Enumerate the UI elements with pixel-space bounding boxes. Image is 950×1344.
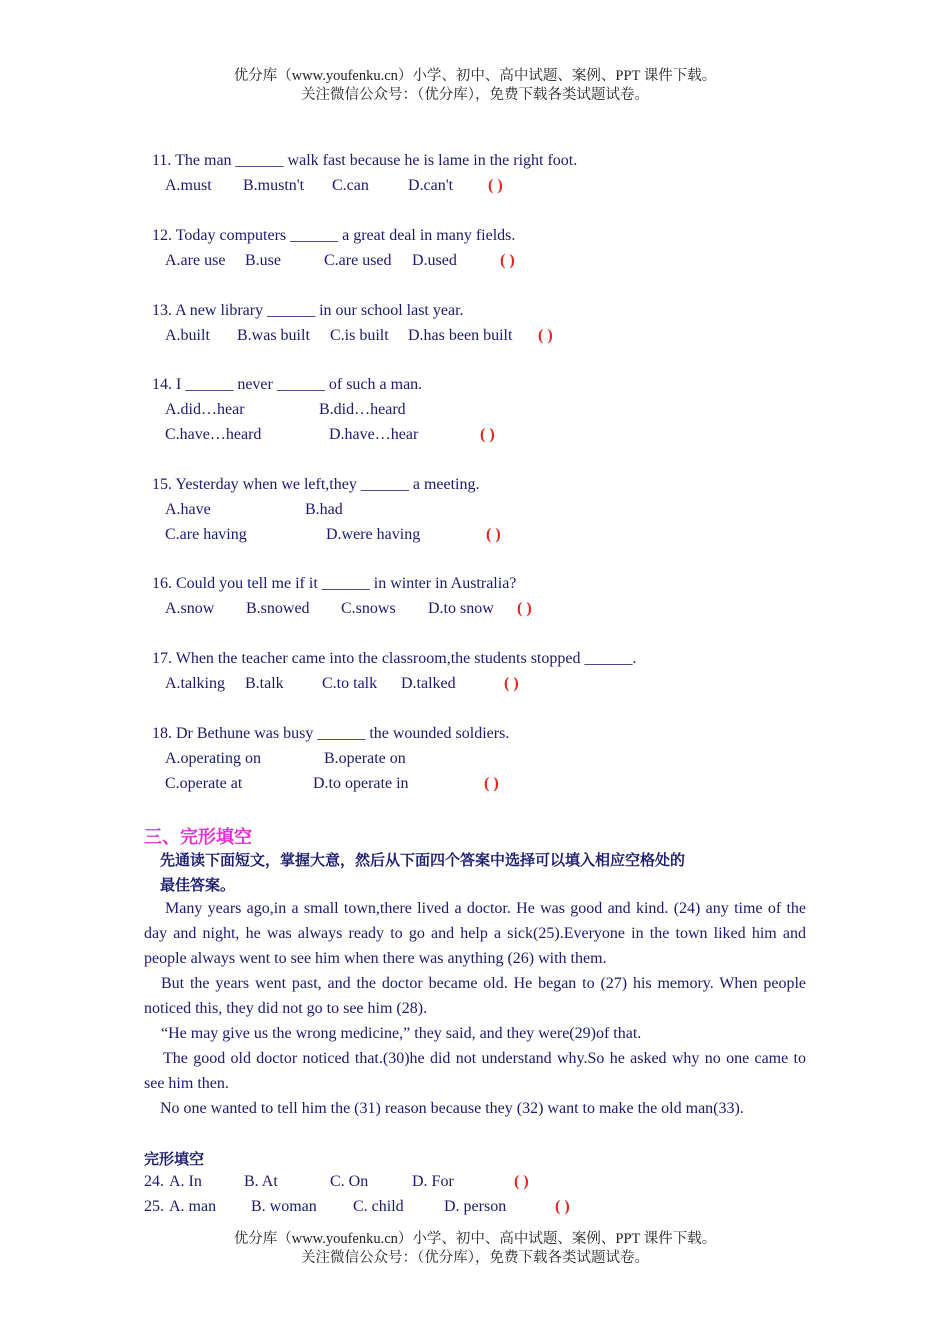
option-c: C. On [330, 1173, 369, 1190]
option-c: C.to talk [322, 675, 378, 692]
footer-line-2: 关注微信公众号：（优分库），免费下载各类试题试卷。 [301, 1250, 649, 1266]
option-a: A.snow [165, 600, 215, 617]
answer-parentheses[interactable]: ( ) [555, 1198, 570, 1215]
answer-parentheses[interactable]: ( ) [514, 1173, 529, 1190]
option-a: A.built [165, 327, 210, 344]
option-b: B.was built [237, 327, 310, 344]
option-d: D.used [412, 252, 457, 269]
option-a: A. man [169, 1198, 217, 1215]
question-stem: 14. I ______ never ______ of such a man. [152, 376, 423, 393]
answer-parentheses[interactable]: ( ) [500, 252, 515, 269]
option-a: A.did…hear [165, 401, 245, 418]
option-b: B.operate on [324, 750, 406, 767]
passage-paragraph-5: No one wanted to tell him the (31) reason because they (32) want to make the old man(33). [160, 1100, 744, 1117]
answer-parentheses[interactable]: ( ) [504, 675, 519, 692]
option-d: D. person [444, 1198, 507, 1215]
section-instruction-line-2: 最佳答案。 [160, 876, 236, 894]
answer-parentheses[interactable]: ( ) [538, 327, 553, 344]
passage-paragraph-1: Many years ago,in a small town,there lived a doctor. He was good and kind. (24) any time of the day and night, he was always ready to go and help a sick(25).Everyone in the town liked him and people always went to see him when there was anything (26) with them. [144, 900, 806, 967]
option-a: A.are use [165, 252, 226, 269]
cloze-subheading: 完形填空 [144, 1150, 205, 1168]
option-d: D.have…hear [329, 426, 419, 443]
option-c: C.operate at [165, 775, 243, 792]
footer-line-1: 优分库（www.youfenku.cn）小学、初中、高中试题、案例、PPT 课件下载。 [233, 1231, 717, 1247]
option-b: B. woman [251, 1198, 317, 1215]
item-number: 24. [144, 1173, 164, 1190]
option-d: D.to operate in [313, 775, 409, 792]
option-d: D.talked [401, 675, 456, 692]
option-d: D.were having [326, 526, 421, 543]
question-stem: 11. The man ______ walk fast because he is lame in the right foot. [152, 152, 578, 169]
passage-paragraph-3: “He may give us the wrong medicine,” they said, and they were(29)of that. [161, 1025, 642, 1042]
question-stem: 13. A new library ______ in our school last year. [152, 302, 464, 319]
answer-parentheses[interactable]: ( ) [517, 600, 532, 617]
question-stem: 12. Today computers ______ a great deal in many fields. [152, 227, 516, 244]
option-d: D.to snow [428, 600, 494, 617]
option-b: B.talk [245, 675, 284, 692]
answer-parentheses[interactable]: ( ) [484, 775, 499, 792]
section-title: 三、完形填空 [144, 827, 252, 848]
option-d: D.can't [408, 177, 454, 194]
question-stem: 17. When the teacher came into the classroom,the students stopped ______. [152, 650, 637, 667]
option-b: B.use [245, 252, 281, 269]
option-a: A. In [169, 1173, 202, 1190]
option-a: A.have [165, 501, 211, 518]
option-a: A.talking [165, 675, 225, 692]
header-line-1: 优分库（www.youfenku.cn）小学、初中、高中试题、案例、PPT 课件下载。 [233, 68, 717, 84]
question-stem: 18. Dr Bethune was busy ______ the wounded soldiers. [152, 725, 510, 742]
option-c: C.snows [341, 600, 396, 617]
answer-parentheses[interactable]: ( ) [486, 526, 501, 543]
option-b: B.had [305, 501, 343, 518]
option-c: C. child [353, 1198, 404, 1215]
passage-paragraph-4: The good old doctor noticed that.(30)he did not understand why.So he asked why no one came to see him then. [144, 1050, 806, 1092]
option-a: A.must [165, 177, 212, 194]
section-instruction-line-1: 先通读下面短文，掌握大意，然后从下面四个答案中选择可以填入相应空格处的 [160, 851, 686, 869]
option-c: C.is built [330, 327, 389, 344]
header-line-2: 关注微信公众号：（优分库），免费下载各类试题试卷。 [301, 87, 649, 103]
option-c: C.are having [165, 526, 247, 543]
passage-paragraph-2: But the years went past, and the doctor became old. He began to (27) his memory. When people noticed this, they did not go to see him (28). [144, 975, 806, 1017]
question-stem: 15. Yesterday when we left,they ______ a meeting. [152, 476, 480, 493]
option-c: C.can [332, 177, 369, 194]
option-a: A.operating on [165, 750, 261, 767]
item-number: 25. [144, 1198, 164, 1215]
option-d: D. For [412, 1173, 454, 1190]
answer-parentheses[interactable]: ( ) [488, 177, 503, 194]
question-stem: 16. Could you tell me if it ______ in winter in Australia? [152, 575, 517, 592]
option-c: C.are used [324, 252, 392, 269]
option-d: D.has been built [408, 327, 513, 344]
answer-parentheses[interactable]: ( ) [480, 426, 495, 443]
option-c: C.have…heard [165, 426, 262, 443]
option-b: B.mustn't [243, 177, 305, 194]
option-b: B.did…heard [319, 401, 406, 418]
option-b: B.snowed [246, 600, 310, 617]
option-b: B. At [244, 1173, 278, 1190]
